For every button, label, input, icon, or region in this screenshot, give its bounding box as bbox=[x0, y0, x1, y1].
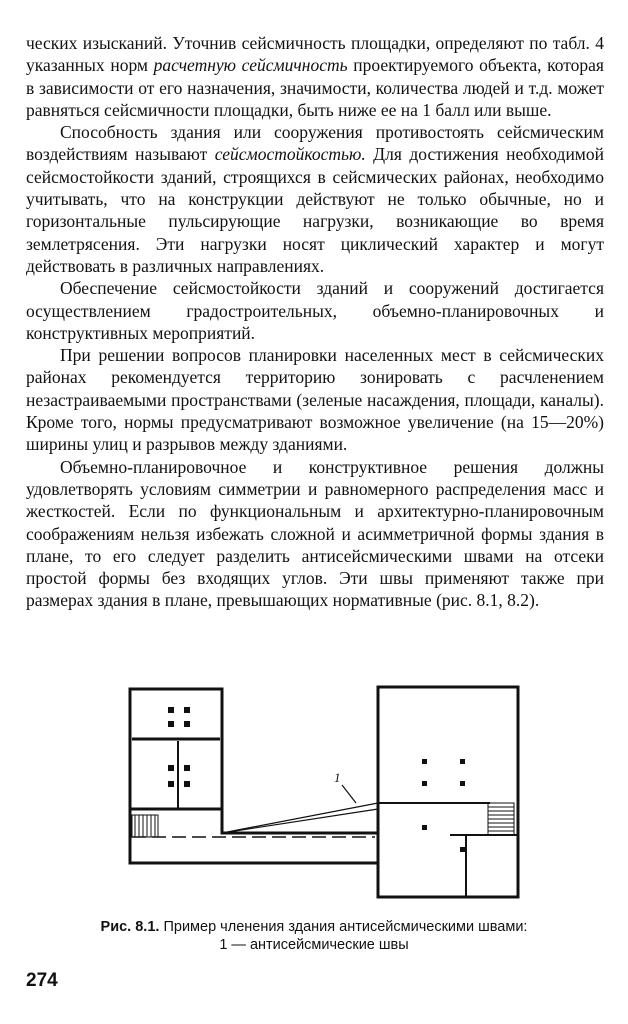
text-run: Обеспечение сейсмостойкости зданий и сооружений достигается осуществлением градостроительных, объемно-планировочных и конструктивных мероприятий. bbox=[26, 278, 604, 343]
columns bbox=[168, 707, 465, 852]
figure-caption bbox=[40, 918, 588, 954]
column bbox=[422, 781, 427, 786]
text-run: Для достижения необходимой сейсмостойкости зданий, строящихся в сейсмических районах, необходимо учитывать, что на конструкции действуют не только обычные, но и горизонтальные пульсирующие нагрузки, возникающие во время землетрясения. Эти нагрузки носят циклический характер и могут действовать в различных направлениях. bbox=[26, 144, 605, 276]
column bbox=[184, 721, 190, 727]
right-block-wall bbox=[378, 687, 518, 897]
column bbox=[184, 781, 190, 787]
left-wing-wall bbox=[130, 689, 222, 809]
seismic-joint-line bbox=[222, 809, 378, 833]
column bbox=[460, 759, 465, 764]
callout-leader bbox=[342, 785, 356, 803]
text-run: ческих изысканий. Уточнив сейсмичность площадки, определяют по табл. 4 указанных норм bbox=[26, 33, 604, 76]
column bbox=[422, 825, 427, 830]
paragraph bbox=[26, 456, 604, 612]
stair-left bbox=[132, 815, 158, 837]
paragraph bbox=[26, 277, 604, 344]
paragraph bbox=[26, 32, 604, 121]
text-run: При решении вопросов планировки населенных мест в сейсмических районах рекомендуется территорию зонировать с расчленением незастраиваемыми пространствами (зеленые насаждения, площади, каналы). Кроме того, нормы предусматривают возможное увеличение (на 15—20%) ширины улиц и разрывов между зданиями. bbox=[26, 345, 604, 455]
body-text bbox=[26, 32, 604, 612]
seismic-joints bbox=[222, 785, 378, 833]
caption-text: Пример членения здания антисейсмическими швами: bbox=[159, 919, 528, 935]
page-number: 274 bbox=[26, 970, 58, 991]
italic-term: расчетную сейсмичность bbox=[153, 55, 348, 76]
paragraph bbox=[26, 344, 604, 455]
caption-line-2: 1 — антисейсмические швы bbox=[219, 937, 409, 953]
column bbox=[168, 721, 174, 727]
column bbox=[422, 759, 427, 764]
seismic-joint-line bbox=[222, 803, 378, 833]
column bbox=[184, 765, 190, 771]
building-walls bbox=[130, 687, 518, 897]
text-run: Способность здания или сооружения противостоять сейсмическим воздействиям называют bbox=[26, 122, 604, 165]
column bbox=[168, 765, 174, 771]
column bbox=[184, 707, 190, 713]
paragraph bbox=[26, 121, 604, 277]
column bbox=[168, 707, 174, 713]
column bbox=[460, 781, 465, 786]
callout-label: 1 bbox=[334, 770, 341, 785]
text-run: проектируемого объекта, которая в зависимости от его назначения, значимости, количества людей и т.д. может равняться сейсмичности площадки, быть ниже ее на 1 балл или выше. bbox=[26, 55, 604, 120]
text-run: Объемно-планировочное и конструктивное решения должны удовлетворять условиям симметрии и равномерного распределения масс и жесткостей. Если по функциональным и архитектурно-планировочным соображениям нельзя избежать сложной и асимметричной формы здания в плане, то его следует разделить антисейсмическими швами на отсеки простой формы без входящих углов. Эти швы применяют также при размерах здания в плане, превышающих нормативные (рис. 8.1, 8.2). bbox=[26, 456, 604, 611]
italic-term: сейсмостойкостью. bbox=[214, 144, 366, 165]
corridor-wall bbox=[130, 809, 378, 863]
column bbox=[168, 781, 174, 787]
column bbox=[460, 847, 465, 852]
caption-label: Рис. 8.1. bbox=[100, 919, 160, 935]
floor-plan-figure bbox=[120, 685, 520, 917]
